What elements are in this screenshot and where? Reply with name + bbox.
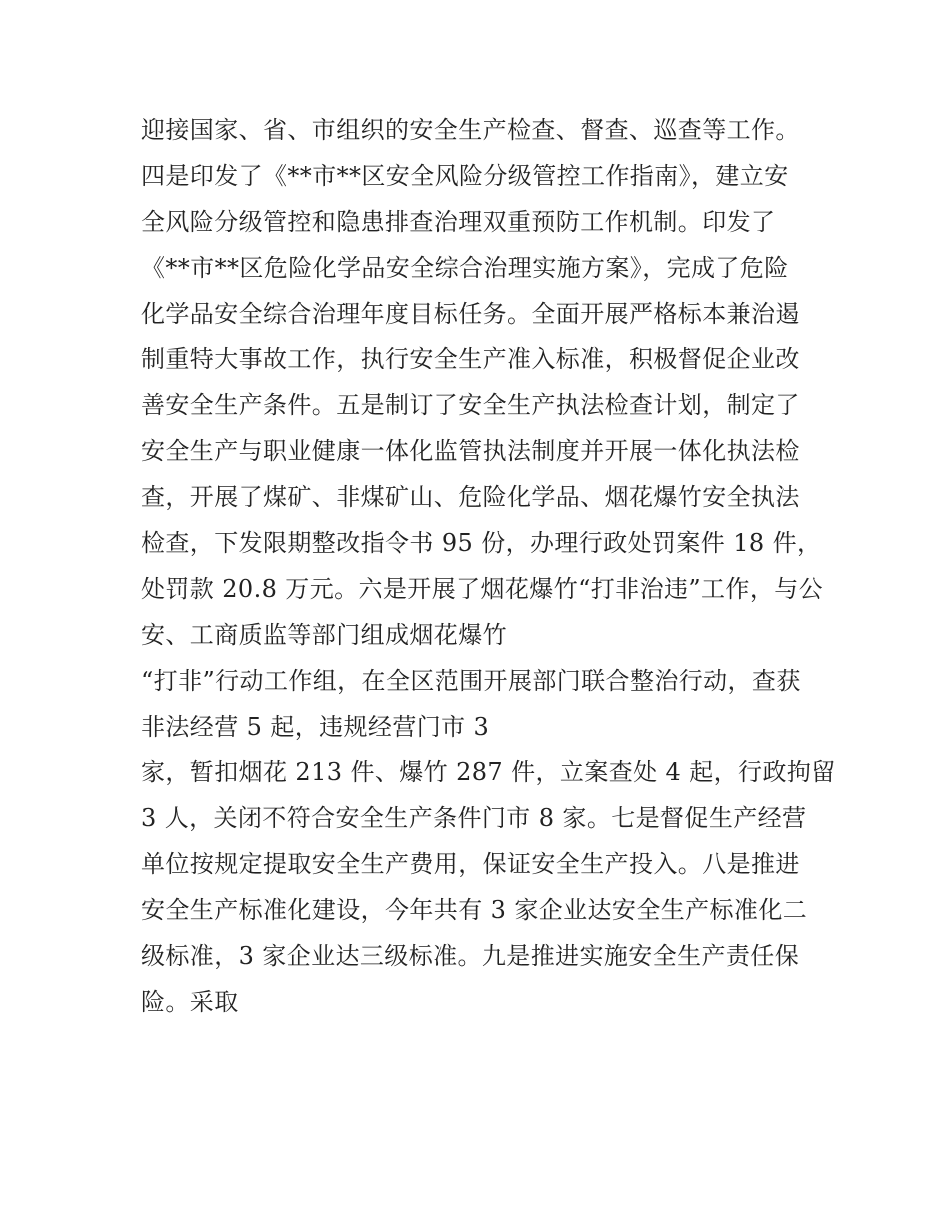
text-line: 迎接国家、省、市组织的安全生产检查、督查、巡查等工作。 (141, 116, 800, 144)
text-line: 检查，下发限期整改指令书 95 份，办理行政处罚案件 18 件， (141, 529, 822, 558)
text-line: 善安全生产条件。五是制订了安全生产执法检查计划，制定了 (141, 391, 800, 420)
text-line: 安、工商质监等部门组成烟花爆竹 (141, 620, 507, 649)
text-line: 处罚款 20.8 万元。六是开展了烟花爆竹“打非治违”工作，与公 (141, 574, 824, 603)
text-line: 全风险分级管控和隐患排查治理双重预防工作机制。印发了 (141, 207, 776, 236)
text-line: 级标准，3 家企业达三级标准。九是推进实施安全生产责任保 (141, 942, 800, 971)
text-line: 四是印发了《**市**区安全风险分级管控工作指南》，建立安 (141, 161, 789, 190)
body-paragraph (141, 108, 836, 1026)
text-line: 化学品安全综合治理年度目标任务。全面开展严格标本兼治遏 (141, 299, 800, 328)
text-line: 3 人，关闭不符合安全生产条件门市 8 家。七是督促生产经营 (141, 804, 807, 833)
text-line: 制重特大事故工作，执行安全生产准入标准，积极督促企业改 (141, 345, 800, 374)
text-line: 家，暂扣烟花 213 件、爆竹 287 件，立案查处 4 起，行政拘留 (141, 758, 836, 787)
text-line: 安全生产与职业健康一体化监管执法制度并开展一体化执法检 (141, 437, 800, 466)
text-line: 安全生产标准化建设，今年共有 3 家企业达安全生产标准化二 (141, 896, 808, 925)
text-line: “打非”行动工作组，在全区范围开展部门联合整治行动，查获 (141, 666, 801, 695)
text-line: 单位按规定提取安全生产费用，保证安全生产投入。八是推进 (141, 850, 800, 879)
text-line: 查，开展了煤矿、非煤矿山、危险化学品、烟花爆竹安全执法 (141, 483, 800, 512)
text-line: 非法经营 5 起，违规经营门市 3 (141, 712, 490, 741)
text-line: 险。采取 (141, 987, 239, 1016)
text-line: 《**市**区危险化学品安全综合治理实施方案》，完成了危险 (141, 253, 789, 282)
